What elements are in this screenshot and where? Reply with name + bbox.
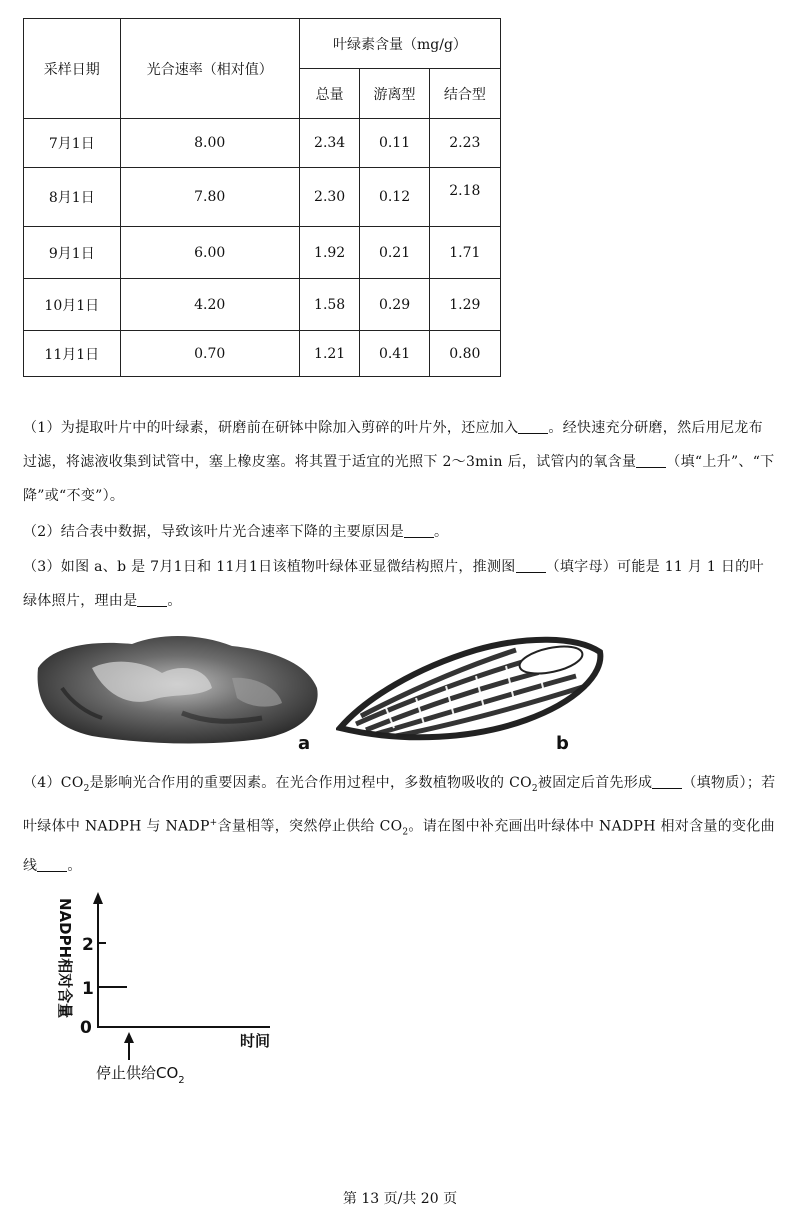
q4-text-e: 含量相等，突然停止供给 CO xyxy=(217,818,403,835)
question-3 xyxy=(23,550,777,618)
q4-text-c: 被固定后首先形成 xyxy=(537,775,653,791)
q3-blank-2[interactable] xyxy=(137,590,167,607)
x-axis-label: 时间 xyxy=(240,1032,271,1050)
tick-0: 0 xyxy=(80,1018,92,1038)
header-date: 采样日期 xyxy=(24,19,121,119)
q1-text-b: 。经快速充分研磨，然后用尼龙布过滤，将滤液收集到试管中，塞上橡皮塞。将其置于适宜的光照下 2～3min 后，试管内的氧含量 xyxy=(23,420,763,470)
chlorophyll-data-table xyxy=(23,18,501,377)
header-rate: 光合速率（相对值） xyxy=(120,19,299,119)
page-footer: 第 13 页/共 20 页 xyxy=(342,1191,458,1207)
cell-free: 0.29 xyxy=(360,279,429,331)
nadph-graph xyxy=(50,890,290,1090)
cell-date: 7月1日 xyxy=(24,119,121,168)
q3-text-a: （3）如图 a、b 是 7月1日和 11月1日该植物叶绿体亚显微结构照片，推测图 xyxy=(23,559,516,575)
table-row xyxy=(24,279,501,331)
y-axis-label: NADPH相对含量 xyxy=(56,898,74,1019)
q4-text-b: 是影响光合作用的重要因素。在光合作用过程中，多数植物吸收的 CO xyxy=(89,775,532,791)
stop-label-text: 停止供给CO xyxy=(96,1064,179,1082)
cell-free: 0.12 xyxy=(360,168,429,227)
q4-text-a: （4）CO xyxy=(23,775,84,791)
cell-bound: 1.29 xyxy=(429,279,500,331)
cell-rate: 8.00 xyxy=(120,119,299,168)
cell-bound: 1.71 xyxy=(429,227,500,279)
cell-bound xyxy=(429,168,500,227)
cell-total: 1.58 xyxy=(299,279,359,331)
cell-free: 0.41 xyxy=(360,331,429,377)
cell-date: 11月1日 xyxy=(24,331,121,377)
cell-total: 2.30 xyxy=(299,168,359,227)
q1-text-c: （填“上升”、“下降”或“不变”）。 xyxy=(23,454,775,504)
stop-co2-label xyxy=(96,1064,185,1086)
q4-text-d: （填物质）；若叶绿体中 NADPH 与 NADP xyxy=(23,775,776,835)
header-bound: 结合型 xyxy=(429,69,500,119)
q3-text-c: 。 xyxy=(167,593,182,609)
q3-text-b: （填字母）可能是 11 月 1 日的叶绿体照片，理由是 xyxy=(23,559,764,609)
q1-blank-2[interactable] xyxy=(636,451,666,468)
question-2 xyxy=(23,515,777,549)
cell-bound: 2.23 xyxy=(429,119,500,168)
cell-date: 10月1日 xyxy=(24,279,121,331)
cell-rate: 7.80 xyxy=(120,168,299,227)
cell-free: 0.11 xyxy=(360,119,429,168)
q4-sup: + xyxy=(209,817,218,828)
q4-sub-2: 2 xyxy=(531,783,538,794)
q4-blank-1[interactable] xyxy=(652,772,682,789)
q3-blank-1[interactable] xyxy=(516,556,546,573)
q1-text-a: （1）为提取叶片中的叶绿素，研磨前在研钵中除加入剪碎的叶片外，还应加入 xyxy=(23,420,519,436)
header-free: 游离型 xyxy=(360,69,429,119)
q1-blank-1[interactable] xyxy=(518,417,548,434)
photo-a-label: a xyxy=(298,733,311,754)
chloroplast-photo-a xyxy=(32,628,324,746)
q2-text-a: （2）结合表中数据，导致该叶片光合速率下降的主要原因是 xyxy=(23,524,405,540)
cell-total: 2.34 xyxy=(299,119,359,168)
q4-sub-1: 2 xyxy=(83,783,90,794)
q4-text-f: 。请在图中补充画出叶绿体中 NADPH 相对含量的变化曲线 xyxy=(23,818,775,875)
q4-sub-3: 2 xyxy=(402,827,409,838)
table-row xyxy=(24,227,501,279)
table-row xyxy=(24,331,501,377)
cell-bound-value: 2.18 xyxy=(449,183,481,199)
cell-date: 8月1日 xyxy=(24,168,121,227)
q2-blank[interactable] xyxy=(404,521,434,538)
cell-total: 1.92 xyxy=(299,227,359,279)
photo-b-label: b xyxy=(556,733,569,754)
cell-free: 0.21 xyxy=(360,227,429,279)
cell-rate: 6.00 xyxy=(120,227,299,279)
cell-rate: 0.70 xyxy=(120,331,299,377)
cell-bound: 0.80 xyxy=(429,331,500,377)
cell-total: 1.21 xyxy=(299,331,359,377)
header-chlorophyll: 叶绿素含量（mg/g） xyxy=(299,19,500,69)
table-row xyxy=(24,119,501,168)
stop-arrow-icon xyxy=(124,1032,134,1043)
header-total: 总量 xyxy=(299,69,359,119)
y-axis-arrow-icon xyxy=(93,892,103,904)
chloroplast-photo-b xyxy=(336,628,608,746)
question-4 xyxy=(23,766,777,883)
question-1 xyxy=(23,411,777,513)
q4-text-g: 。 xyxy=(67,858,82,875)
table-row xyxy=(24,168,501,227)
cell-date: 9月1日 xyxy=(24,227,121,279)
q2-text-b: 。 xyxy=(434,524,449,540)
stop-label-sub: 2 xyxy=(178,1075,185,1086)
q4-blank-2[interactable] xyxy=(37,855,67,872)
cell-rate: 4.20 xyxy=(120,279,299,331)
tick-2: 2 xyxy=(82,935,94,955)
tick-1: 1 xyxy=(82,979,94,999)
